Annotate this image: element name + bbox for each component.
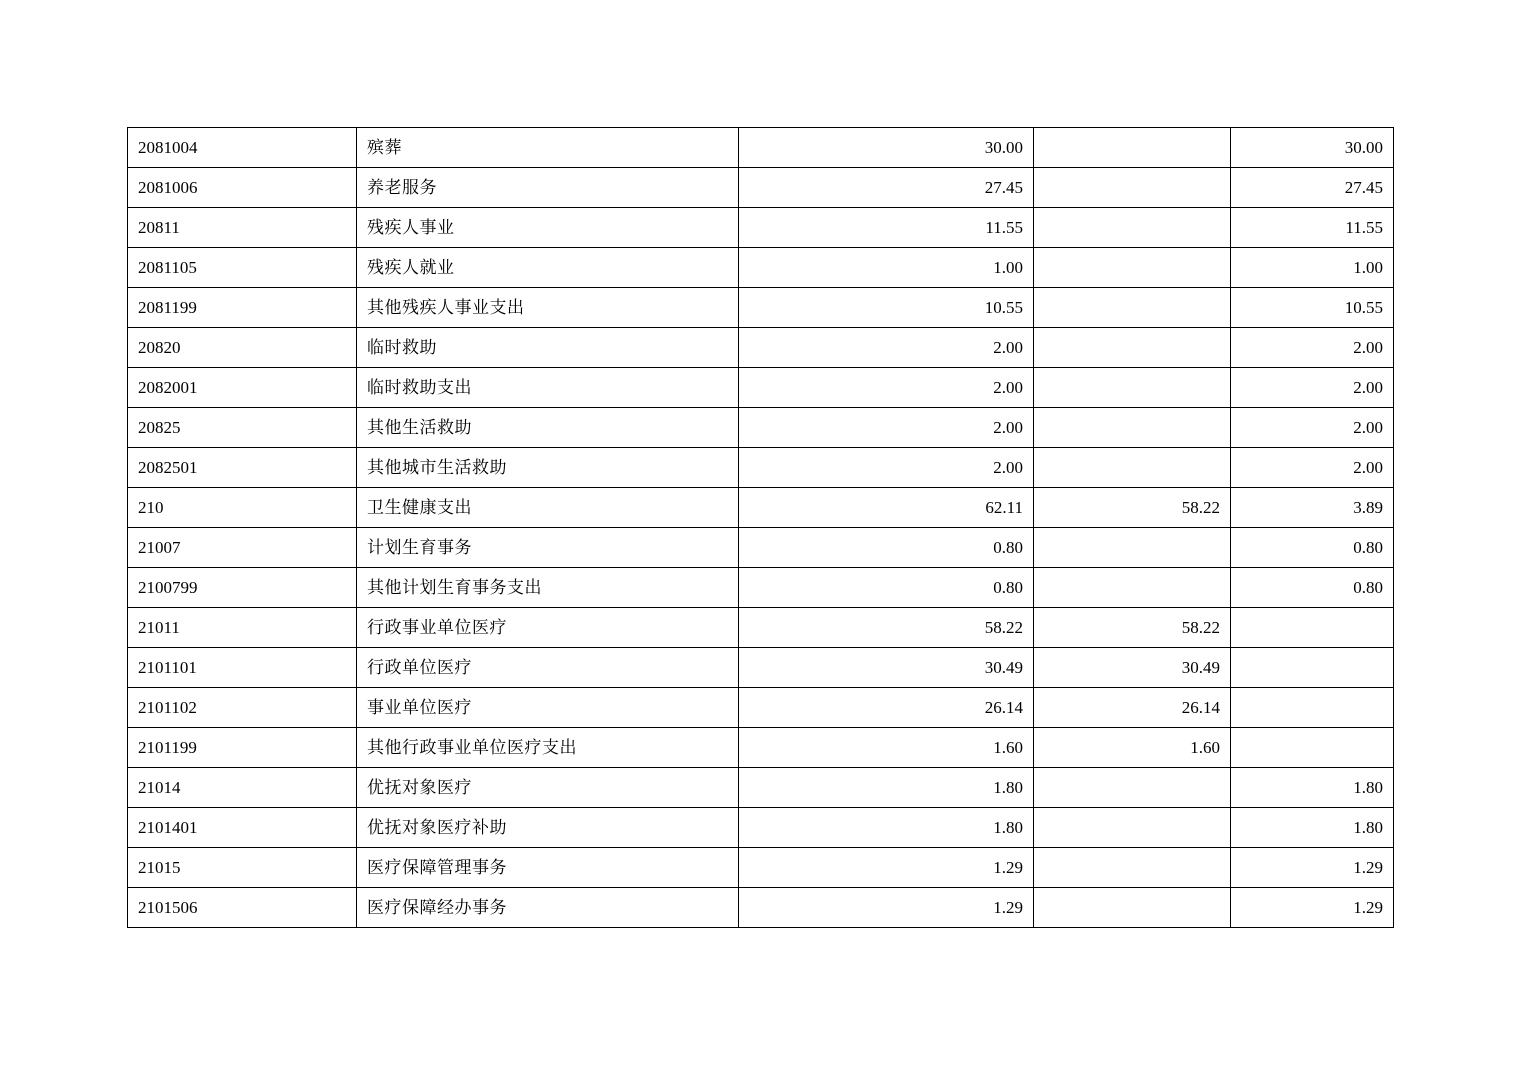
cell-basic-expenditure (1034, 408, 1231, 448)
cell-code: 21011 (128, 608, 357, 648)
budget-table-body (128, 128, 1394, 928)
cell-name: 优抚对象医疗 (357, 768, 739, 808)
cell-total: 1.29 (739, 888, 1034, 928)
cell-code: 2081199 (128, 288, 357, 328)
table-row (128, 488, 1394, 528)
table-row (128, 888, 1394, 928)
cell-total: 2.00 (739, 408, 1034, 448)
cell-basic-expenditure (1034, 128, 1231, 168)
cell-project-expenditure: 3.89 (1231, 488, 1394, 528)
table-row (128, 808, 1394, 848)
cell-basic-expenditure (1034, 328, 1231, 368)
cell-project-expenditure (1231, 688, 1394, 728)
cell-name: 行政事业单位医疗 (357, 608, 739, 648)
table-row (128, 208, 1394, 248)
cell-project-expenditure: 0.80 (1231, 528, 1394, 568)
cell-project-expenditure: 1.00 (1231, 248, 1394, 288)
cell-total: 1.60 (739, 728, 1034, 768)
cell-code: 2101401 (128, 808, 357, 848)
cell-code: 2101101 (128, 648, 357, 688)
cell-total: 30.00 (739, 128, 1034, 168)
cell-basic-expenditure (1034, 288, 1231, 328)
cell-project-expenditure: 2.00 (1231, 368, 1394, 408)
cell-code: 20820 (128, 328, 357, 368)
cell-basic-expenditure: 30.49 (1034, 648, 1231, 688)
cell-name: 临时救助支出 (357, 368, 739, 408)
cell-name: 其他行政事业单位医疗支出 (357, 728, 739, 768)
cell-total: 30.49 (739, 648, 1034, 688)
cell-basic-expenditure: 58.22 (1034, 488, 1231, 528)
cell-code: 21014 (128, 768, 357, 808)
cell-total: 62.11 (739, 488, 1034, 528)
cell-code: 21007 (128, 528, 357, 568)
cell-code: 2101199 (128, 728, 357, 768)
cell-code: 210 (128, 488, 357, 528)
cell-total: 1.00 (739, 248, 1034, 288)
cell-name: 卫生健康支出 (357, 488, 739, 528)
cell-basic-expenditure (1034, 888, 1231, 928)
cell-name: 养老服务 (357, 168, 739, 208)
cell-total: 1.80 (739, 808, 1034, 848)
cell-code: 2101102 (128, 688, 357, 728)
budget-table (127, 127, 1394, 928)
cell-basic-expenditure: 1.60 (1034, 728, 1231, 768)
table-row (128, 368, 1394, 408)
table-row (128, 288, 1394, 328)
table-row (128, 608, 1394, 648)
cell-code: 2101506 (128, 888, 357, 928)
cell-basic-expenditure (1034, 848, 1231, 888)
cell-code: 2081006 (128, 168, 357, 208)
cell-total: 58.22 (739, 608, 1034, 648)
table-row (128, 728, 1394, 768)
cell-basic-expenditure (1034, 568, 1231, 608)
cell-project-expenditure (1231, 608, 1394, 648)
table-row (128, 528, 1394, 568)
table-row (128, 568, 1394, 608)
cell-name: 医疗保障经办事务 (357, 888, 739, 928)
cell-basic-expenditure: 26.14 (1034, 688, 1231, 728)
cell-total: 27.45 (739, 168, 1034, 208)
cell-total: 26.14 (739, 688, 1034, 728)
cell-project-expenditure: 11.55 (1231, 208, 1394, 248)
cell-code: 21015 (128, 848, 357, 888)
cell-basic-expenditure (1034, 368, 1231, 408)
cell-project-expenditure: 2.00 (1231, 448, 1394, 488)
cell-basic-expenditure (1034, 168, 1231, 208)
cell-total: 0.80 (739, 568, 1034, 608)
cell-project-expenditure: 1.80 (1231, 808, 1394, 848)
cell-total: 0.80 (739, 528, 1034, 568)
cell-code: 20811 (128, 208, 357, 248)
cell-project-expenditure: 0.80 (1231, 568, 1394, 608)
cell-project-expenditure: 1.80 (1231, 768, 1394, 808)
table-row (128, 688, 1394, 728)
cell-code: 2082501 (128, 448, 357, 488)
cell-total: 10.55 (739, 288, 1034, 328)
cell-name: 残疾人就业 (357, 248, 739, 288)
cell-total: 2.00 (739, 448, 1034, 488)
cell-name: 其他城市生活救助 (357, 448, 739, 488)
cell-code: 2100799 (128, 568, 357, 608)
cell-total: 1.29 (739, 848, 1034, 888)
table-row (128, 128, 1394, 168)
cell-project-expenditure: 1.29 (1231, 848, 1394, 888)
cell-project-expenditure (1231, 728, 1394, 768)
cell-basic-expenditure (1034, 808, 1231, 848)
table-row (128, 408, 1394, 448)
cell-project-expenditure: 30.00 (1231, 128, 1394, 168)
cell-name: 临时救助 (357, 328, 739, 368)
cell-code: 2081004 (128, 128, 357, 168)
cell-project-expenditure: 2.00 (1231, 328, 1394, 368)
cell-project-expenditure: 1.29 (1231, 888, 1394, 928)
cell-basic-expenditure (1034, 528, 1231, 568)
cell-project-expenditure: 27.45 (1231, 168, 1394, 208)
table-row (128, 448, 1394, 488)
cell-basic-expenditure (1034, 208, 1231, 248)
cell-name: 其他计划生育事务支出 (357, 568, 739, 608)
cell-project-expenditure (1231, 648, 1394, 688)
cell-name: 医疗保障管理事务 (357, 848, 739, 888)
budget-table-container (127, 127, 1393, 928)
cell-basic-expenditure (1034, 448, 1231, 488)
cell-code: 2082001 (128, 368, 357, 408)
cell-total: 2.00 (739, 368, 1034, 408)
cell-total: 11.55 (739, 208, 1034, 248)
cell-name: 计划生育事务 (357, 528, 739, 568)
cell-name: 其他残疾人事业支出 (357, 288, 739, 328)
cell-name: 优抚对象医疗补助 (357, 808, 739, 848)
cell-total: 2.00 (739, 328, 1034, 368)
table-row (128, 248, 1394, 288)
cell-name: 事业单位医疗 (357, 688, 739, 728)
cell-project-expenditure: 10.55 (1231, 288, 1394, 328)
table-row (128, 168, 1394, 208)
cell-total: 1.80 (739, 768, 1034, 808)
cell-name: 殡葬 (357, 128, 739, 168)
cell-basic-expenditure (1034, 768, 1231, 808)
cell-project-expenditure: 2.00 (1231, 408, 1394, 448)
table-row (128, 768, 1394, 808)
cell-name: 其他生活救助 (357, 408, 739, 448)
cell-basic-expenditure: 58.22 (1034, 608, 1231, 648)
cell-name: 残疾人事业 (357, 208, 739, 248)
cell-name: 行政单位医疗 (357, 648, 739, 688)
cell-code: 2081105 (128, 248, 357, 288)
cell-code: 20825 (128, 408, 357, 448)
cell-basic-expenditure (1034, 248, 1231, 288)
table-row (128, 328, 1394, 368)
table-row (128, 848, 1394, 888)
table-row (128, 648, 1394, 688)
